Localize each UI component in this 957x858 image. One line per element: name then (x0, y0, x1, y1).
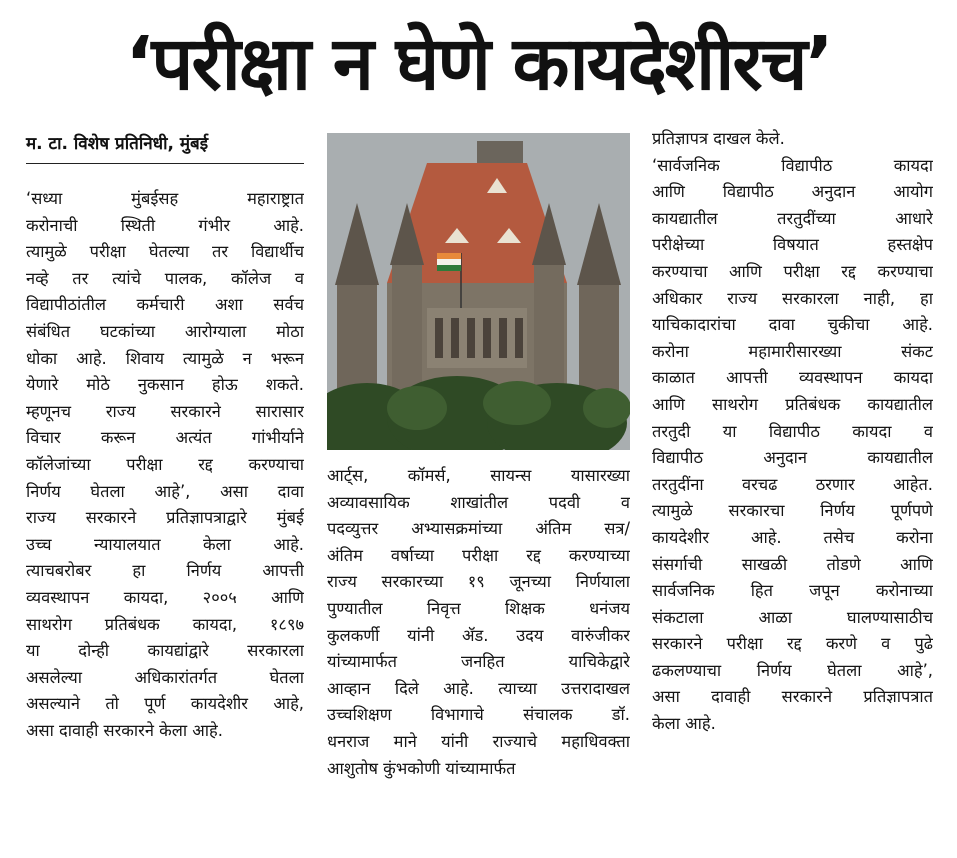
article-line: त्याचबरोबर हा निर्णय आपत्ती (26, 561, 304, 581)
article-line: धोका आहे. शिवाय त्यामुळे न भरून (26, 348, 304, 368)
article-line: या दोन्ही कायद्यांद्वारे सरकारला (26, 641, 304, 661)
article-line: संबंधित घटकांच्या आरोग्याला मोठा (26, 321, 304, 341)
article-line: तरतुदी या विद्यापीठ कायदा व (652, 421, 933, 441)
article-line: अंतिम वर्षाच्या परीक्षा रद्द करण्याच्या (327, 545, 630, 565)
article-line: करण्याचा आणि परीक्षा रद्द करण्याचा (652, 261, 933, 281)
article-line: निर्णय घेतला आहे’, असा दावा (26, 481, 304, 501)
article-line: त्यामुळे सरकारचा निर्णय पूर्णपणे (652, 501, 933, 521)
article-line: करोना महामारीसारख्या संकट (652, 341, 933, 361)
byline: म. टा. विशेष प्रतिनिधी, मुंबई (26, 134, 209, 154)
headline: ‘परीक्षा न घेणे कायदेशीरच’ (125, 21, 832, 107)
article-column-3 (652, 126, 933, 738)
article-line: त्यामुळे परीक्षा घेतल्या तर विद्यार्थीच (26, 242, 304, 262)
article-line: व्यवस्थापन कायदा, २००५ आणि (26, 587, 304, 607)
article-line: याचिकादारांचा दावा चुकीचा आहे. (652, 315, 933, 335)
article-line: ढकलण्याचा निर्णय घेतला आहे’, (652, 660, 933, 680)
article-line: उच्चशिक्षण विभागाचे संचालक डॉ. (327, 705, 630, 725)
article-line: आव्हान दिले आहे. त्याच्या उत्तरादाखल (327, 678, 630, 698)
article-line: विद्यापीठांतील कर्मचारी अशा सर्वच (26, 295, 304, 315)
article-line: विद्यापीठ अनुदान कायद्यातील (652, 448, 933, 468)
article-line: कुलकर्णी यांनी ॲड. उदय वारुंजीकर (327, 625, 630, 645)
article-line: राज्य सरकारने प्रतिज्ञापत्राद्वारे मुंबई (26, 508, 304, 528)
article-line: आणि साथरोग प्रतिबंधक कायद्यातील (652, 394, 933, 414)
article-line: राज्य सरकारच्या १९ जूनच्या निर्णयाला (327, 572, 630, 592)
article-line: संसर्गाची साखळी तोडणे आणि (652, 554, 933, 574)
article-line: संकटाला आळा घालण्यासाठीच (652, 607, 933, 627)
article-line: असलेल्या अधिकारांतर्गत घेतला (26, 667, 304, 687)
article-line: आणि विद्यापीठ अनुदान आयोग (652, 182, 933, 202)
article-line: कायद्यातील तरतुदींच्या आधारे (652, 208, 933, 228)
article-line: काळात आपत्ती व्यवस्थापन कायदा (652, 368, 933, 388)
article-line: यांच्यामार्फत जनहित याचिकेद्वारे (327, 652, 630, 672)
article-line: आर्ट्स, कॉमर्स, सायन्स यासारख्या (327, 466, 630, 485)
article-line: अव्यावसायिक शाखांतील पदवी व (327, 492, 630, 512)
article-line: असा दावाही सरकारने प्रतिज्ञापत्रात (652, 687, 933, 707)
article-line: म्हणूनच राज्य सरकारने सारासार (26, 401, 304, 421)
article-line: ‘सार्वजनिक विद्यापीठ कायदा (652, 155, 933, 175)
article-line: सरकारने परीक्षा रद्द करणे व पुढे (652, 634, 933, 654)
byline-divider (26, 163, 304, 164)
article-line: केला आहे. (652, 714, 716, 734)
article-line: विचार करून अत्यंत गांभीर्याने (26, 428, 304, 448)
article-line: पदव्युत्तर अभ्यासक्रमांच्या अंतिम सत्र/ (327, 519, 630, 539)
article-line: परीक्षेच्या विषयात हस्तक्षेप (652, 235, 933, 255)
article-line: धनराज माने यांनी राज्याचे महाधिवक्ता (327, 731, 630, 751)
article-line: कॉलेजांच्या परीक्षा रद्द करण्याचा (26, 454, 304, 474)
article-line: कायदेशीर आहे. तसेच करोना (652, 527, 933, 547)
court-building-illustration (327, 133, 630, 450)
article-column-2 (327, 463, 630, 782)
article-line: ‘सध्या मुंबईसह महाराष्ट्रात (26, 189, 304, 208)
article-line: अधिकार राज्य सरकारला नाही, हा (652, 288, 933, 308)
article-line: आशुतोष कुंभकोणी यांच्यामार्फत (327, 758, 516, 778)
article-line: पुण्यातील निवृत्त शिक्षक धनंजय (327, 598, 630, 618)
court-building-photo (327, 133, 630, 450)
article-column-1 (26, 186, 304, 744)
article-line: नव्हे तर त्यांचे पालक, कॉलेज व (26, 268, 304, 288)
article-line: उच्च न्यायालयात केला आहे. (26, 534, 304, 554)
article-line: असल्याने तो पूर्ण कायदेशीर आहे, (26, 694, 304, 714)
article-line: करोनाची स्थिती गंभीर आहे. (26, 215, 304, 235)
article-line: साथरोग प्रतिबंधक कायदा, १८९७ (26, 614, 304, 634)
article-line: तरतुदींना वरचढ ठरणार आहेत. (652, 474, 933, 494)
article-line: असा दावाही सरकारने केला आहे. (26, 720, 223, 740)
article-line: येणारे मोठे नुकसान होऊ शकते. (26, 375, 304, 395)
article-line: प्रतिज्ञापत्र दाखल केले. (652, 129, 785, 148)
article-line: सार्वजनिक हित जपून करोनाच्या (652, 581, 933, 601)
